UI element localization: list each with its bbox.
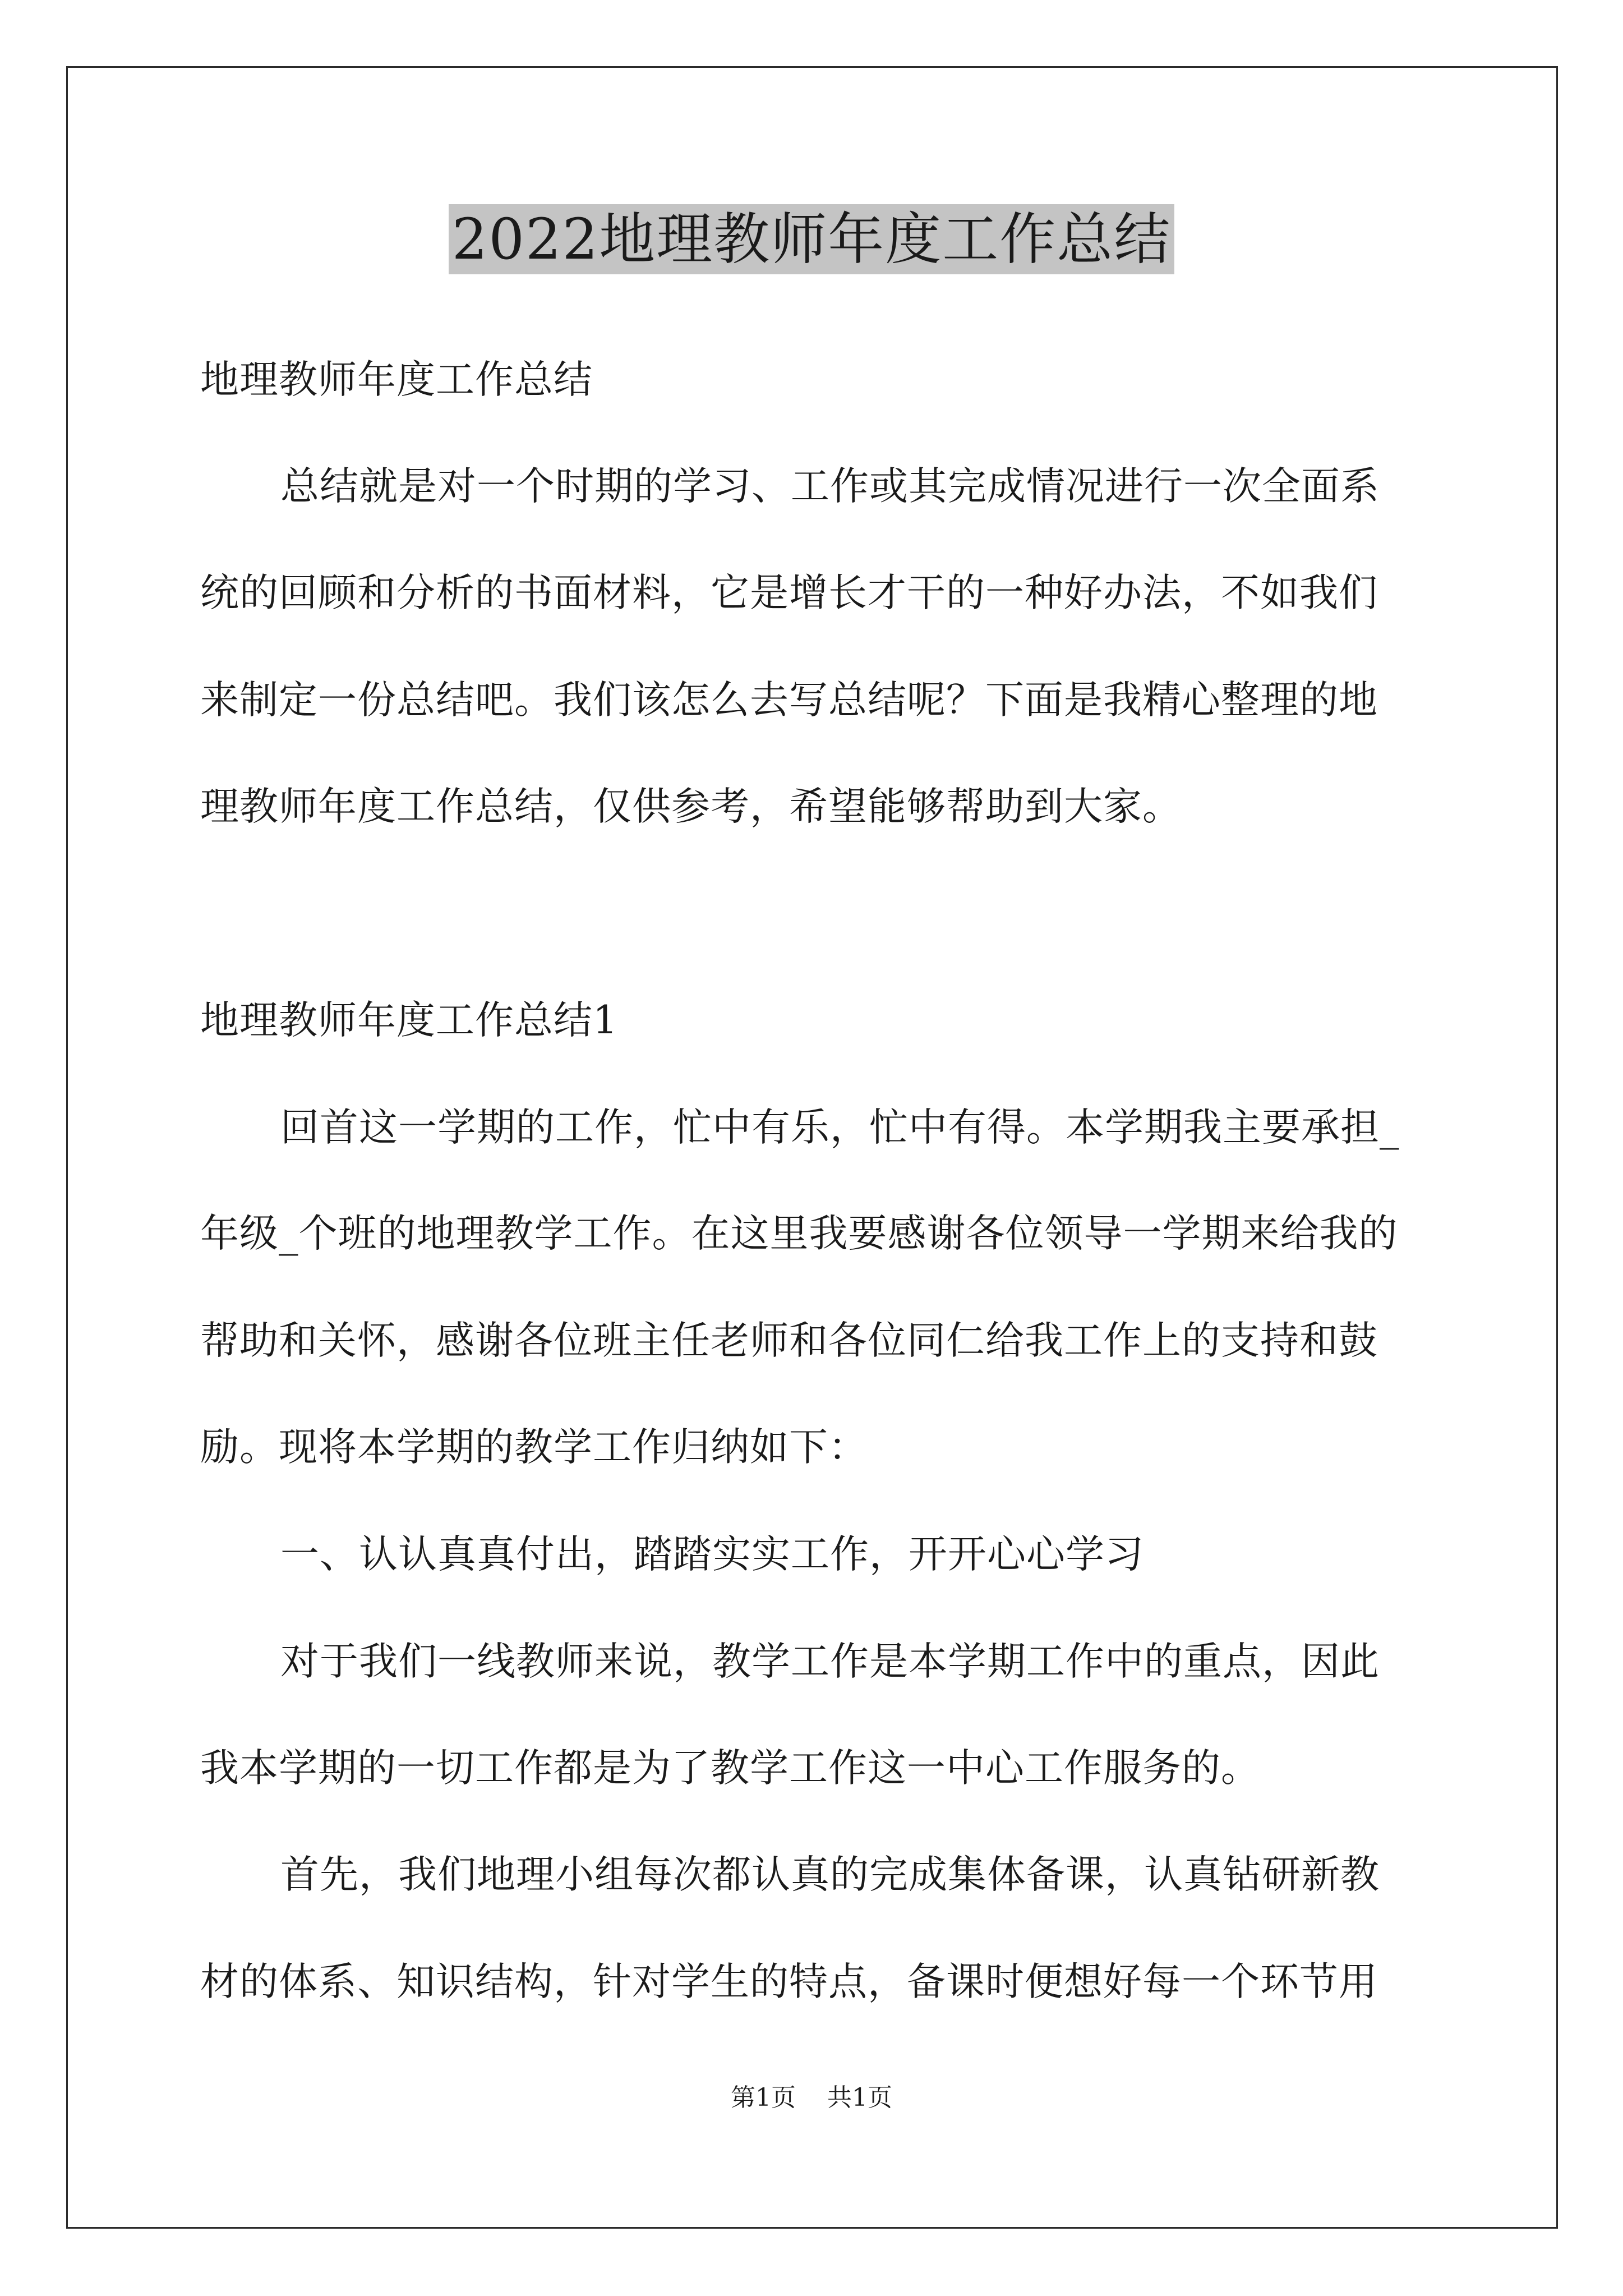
document-title-text: 2022地理教师年度工作总结 (449, 204, 1175, 274)
document-title (0, 197, 1623, 282)
intro-line: 总结就是对一个时期的学习、工作或其完成情况进行一次全面系 (280, 464, 1380, 509)
section-heading: 地理教师年度工作总结1 (200, 998, 618, 1043)
body-line: 帮助和关怀，感谢各位班主任老师和各位同仁给我工作上的支持和鼓 (200, 1318, 1378, 1363)
page-total: 共1页 (827, 2083, 892, 2112)
page-number: 第1页 (731, 2083, 796, 2112)
body-line: 首先，我们地理小组每次都认真的完成集体备课，认真钻研新教 (280, 1852, 1380, 1897)
body-line: 励。现将本学期的教学工作归纳如下： (200, 1425, 868, 1470)
point-heading: 一、认认真真付出，踏踏实实工作，开开心心学习 (280, 1532, 1144, 1577)
body-line: 材的体系、知识结构，针对学生的特点，备课时便想好每一个环节用 (200, 1959, 1378, 2004)
intro-line: 统的回顾和分析的书面材料，它是增长才干的一种好办法，不如我们 (200, 570, 1378, 615)
body-line: 我本学期的一切工作都是为了教学工作这一中心工作服务的。 (200, 1746, 1260, 1791)
intro-line: 理教师年度工作总结，仅供参考，希望能够帮助到大家。 (200, 784, 1182, 829)
body-line: 对于我们一线教师来说，教学工作是本学期工作中的重点，因此 (280, 1639, 1380, 1684)
page-footer (0, 2081, 1623, 2115)
document-subtitle: 地理教师年度工作总结 (200, 357, 593, 402)
body-line: 年级_个班的地理教学工作。在这里我要感谢各位领导一学期来给我的 (200, 1211, 1398, 1256)
body-line: 回首这一学期的工作，忙中有乐，忙中有得。本学期我主要承担_ (280, 1105, 1400, 1150)
intro-line: 来制定一份总结吧。我们该怎么去写总结呢？下面是我精心整理的地 (200, 678, 1378, 723)
